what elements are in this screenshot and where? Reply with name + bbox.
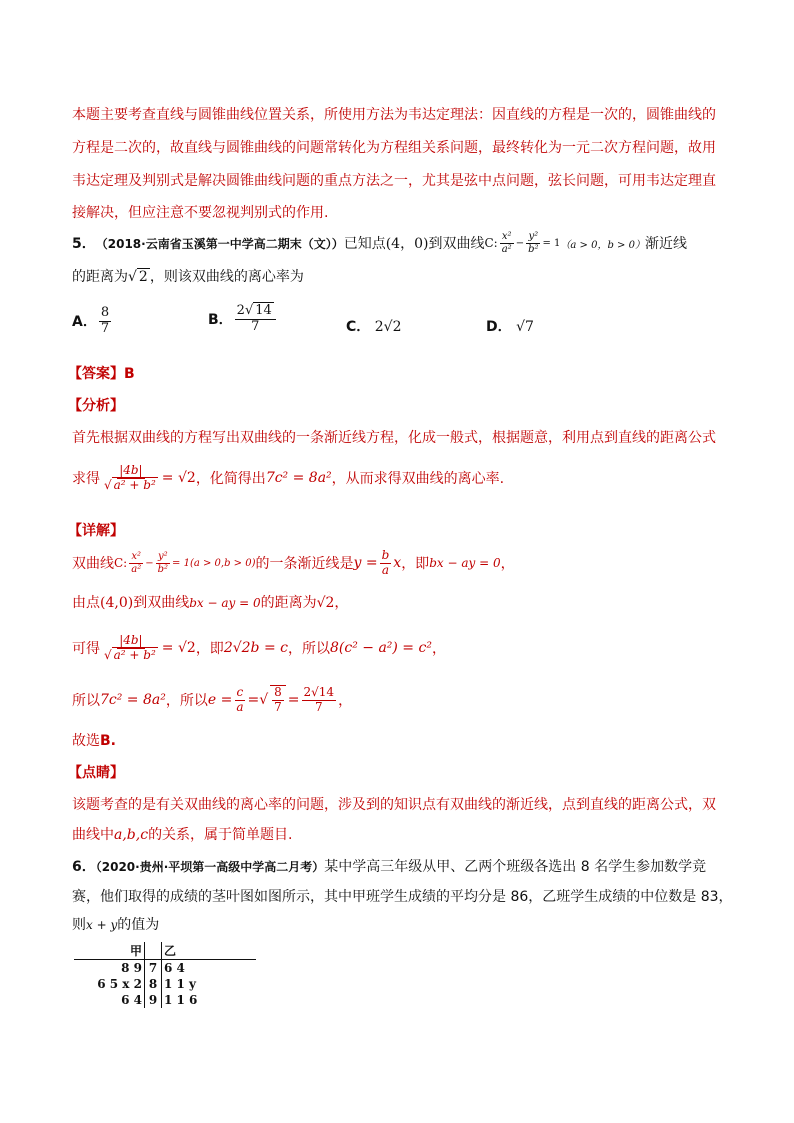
detail-line-4: 所以 7c² = 8a² ，所以 e = $\frac{c}{a}$ = √ $\frac{8}{7}$ = $\frac{2√14}{7}$ ， — [72, 684, 353, 714]
comment-line-2 — [72, 824, 293, 844]
text: ， — [500, 556, 515, 572]
table-row — [74, 960, 256, 977]
analysis-line-1: 首先根据双曲线的方程写出双曲线的一条渐近线方程，化成一般式，根据题意，利用点到直线的距离公式 — [72, 430, 716, 446]
table-row — [74, 976, 256, 992]
analysis-line-2: 求得 $\frac{|4b|}{\text{√ a² + b²}}$ = √2 ，化简得出 7c² = 8a² ，从而求得双曲线的离心率. — [72, 462, 505, 492]
text: 的一条渐近线是 — [255, 556, 354, 572]
question-5-line-2 — [72, 266, 304, 286]
intro-line-4: 接解决，但应注意不要忽视判别式的作用. — [72, 205, 329, 221]
option-a: A． $\frac{8}{7}$ — [72, 305, 110, 336]
intro-line-1: 本题主要考查直线与圆锥曲线位置关系，所使用方法为韦达定理法：因直线的方程是一次的，圆锥曲线的 — [72, 107, 716, 123]
text: 所以 — [72, 693, 100, 709]
answer-section — [68, 363, 135, 383]
option-d — [486, 316, 534, 336]
detail-line-1: 双曲线 C: $\frac{\text{x²}}{\text{a²}}$ − $\frac{\text{y²}}{\text{b²}}$ = 1(a > 0,b > 0) 的一条渐近线是 y = $\frac{b}{a}$ x ，即 bx − ay = 0 ， — [72, 547, 515, 577]
header-right: 乙 — [162, 942, 257, 960]
fraction-x2-a2: $\frac{\text{x²}}{\text{a²}}$ — [501, 231, 512, 255]
question-number: 6． — [72, 859, 96, 875]
formula: bx − ay = 0 — [429, 556, 501, 570]
text: 则 — [72, 917, 86, 933]
text: ，所以 — [287, 641, 330, 657]
question-stem-part: 已知点 — [343, 236, 386, 252]
stem-value: 9 — [145, 992, 162, 1008]
option-c — [346, 316, 401, 336]
text: ，化简得出 — [195, 471, 266, 487]
option-value: √7 — [516, 319, 534, 335]
leaf-left: 6 4 — [121, 993, 142, 1007]
stem-leaf-plot — [74, 942, 256, 1008]
formula: 7c² = 8a² — [100, 692, 166, 708]
question-stem-part: 的距离为 — [72, 269, 128, 285]
answer-value: B — [124, 366, 135, 382]
option-label: A． — [72, 314, 97, 331]
stem-value: 7 — [145, 960, 162, 977]
text: ，从而求得双曲线的离心率. — [331, 471, 505, 487]
comment-line-1: 该题考查的是有关双曲线的离心率的问题，涉及到的知识点有双曲线的渐近线，点到直线的距离公式，双 — [72, 797, 716, 813]
text: 可得 — [72, 641, 100, 657]
text: ， — [338, 693, 353, 709]
option-value: 2√2 — [374, 319, 402, 335]
question-source: （2020·贵州·平坝第一高级中学高二月考） — [95, 860, 325, 874]
detail-line-2 — [72, 592, 348, 612]
leaf-right: 1 1 y — [162, 976, 257, 992]
text: 到双曲线 — [133, 595, 190, 611]
sqrt-2: √ 2 — [128, 269, 148, 285]
formula: √2 — [316, 595, 335, 611]
detail-line-3: 可得 $\frac{|4b|}{\text{√ a² + b²}}$ = √2 ，即 2√2b = c ，所以 8(c² − a²) = c² ， — [72, 632, 446, 662]
comment-tag: 【点睛】 — [68, 765, 124, 781]
question-6-line-1 — [72, 856, 706, 876]
text: 故选 — [72, 733, 100, 749]
formula: C: — [114, 556, 128, 570]
option-label: B． — [208, 312, 233, 329]
formula: = √2 — [161, 470, 196, 486]
point-coordinates: (4，0) — [385, 236, 429, 252]
curve-label: C: — [484, 236, 498, 250]
answer-tag: 【答案】 — [68, 366, 124, 382]
formula: 8(c² − a²) = c² — [329, 640, 432, 656]
text: 曲线中 — [72, 827, 114, 843]
question-6-line-3 — [72, 914, 159, 934]
option-label: D． — [486, 319, 512, 335]
analysis-tag: 【分析】 — [68, 398, 124, 414]
formula: B. — [100, 733, 116, 749]
text: ， — [431, 641, 446, 657]
text: 双曲线 — [72, 556, 114, 572]
formula: a,b,c — [114, 827, 149, 843]
text: ，即 — [401, 556, 430, 572]
formula: x + y — [86, 918, 118, 932]
leaf-left: 8 9 — [121, 961, 142, 975]
leaf-left: 6 5 x 2 — [97, 977, 142, 991]
text: 的关系，属于简单题目. — [148, 827, 293, 843]
intro-line-3: 韦达定理及判别式是解决圆锥曲线问题的重点方法之一，尤其是弦中点问题，弦长问题，可用韦达定理直 — [72, 173, 716, 189]
formula: bx − ay = 0 — [189, 596, 261, 610]
condition-text: （a > 0，b > 0） — [560, 239, 645, 251]
text: 的值为 — [117, 917, 160, 933]
text: ，所以 — [165, 693, 208, 709]
question-number: 5． — [72, 236, 96, 252]
question-6-line-2: 赛，他们取得的成绩的茎叶图如图所示，其中甲班学生成绩的平均分是 86，乙班学生成绩的中位数是 83， — [72, 889, 733, 905]
leaf-right: 1 1 6 — [162, 992, 257, 1008]
option-label: C． — [346, 319, 371, 335]
option-b: B． $\frac{2√ 14}{7}$ — [208, 304, 278, 335]
question-stem-part: 某中学高三年级从甲、乙两个班级各选出 8 名学生参加数学竞 — [324, 859, 707, 875]
header-left: 甲 — [74, 942, 145, 960]
formula: (4,0) — [100, 595, 134, 611]
leaf-right: 6 4 — [162, 960, 257, 977]
question-stem-part: 到双曲线 — [428, 236, 485, 252]
formula: = 1(a > 0,b > 0) — [172, 557, 256, 569]
text: 由点 — [72, 595, 100, 611]
text: ，即 — [195, 641, 224, 657]
question-stem-part: 渐近线 — [644, 236, 687, 252]
table-row — [74, 992, 256, 1008]
question-stem-part: ，则该双曲线的离心率为 — [149, 269, 304, 285]
question-5-line-1: 5． （2018·云南省玉溪第一中学高二期末（文）） 已知点 (4，0) 到双曲线 C: $\frac{\text{x²}}{\text{a²}}$ − $\frac{\text{y²}}{\text{b²}}$ = 1 （a > 0，b > 0） 渐近线 — [72, 231, 687, 255]
formula: 2√2b = c — [223, 640, 288, 656]
detail-tag: 【详解】 — [68, 523, 124, 539]
question-source: （2018·云南省玉溪第一中学高二期末（文）） — [95, 236, 344, 251]
fraction-y2-b2: $\frac{\text{y²}}{\text{b²}}$ — [528, 231, 539, 255]
text: 的距离为 — [260, 595, 317, 611]
intro-line-2: 方程是二次的，故直线与圆锥曲线的问题常转化为方程组关系问题，最终转化为一元二次方程问题，故用 — [72, 140, 716, 156]
text: 求得 — [72, 471, 100, 487]
stem-value: 8 — [145, 976, 162, 992]
formula: 7c² = 8a² — [265, 470, 332, 486]
text: ， — [334, 595, 349, 611]
detail-line-5 — [72, 730, 116, 750]
formula: = √2 — [161, 640, 196, 656]
